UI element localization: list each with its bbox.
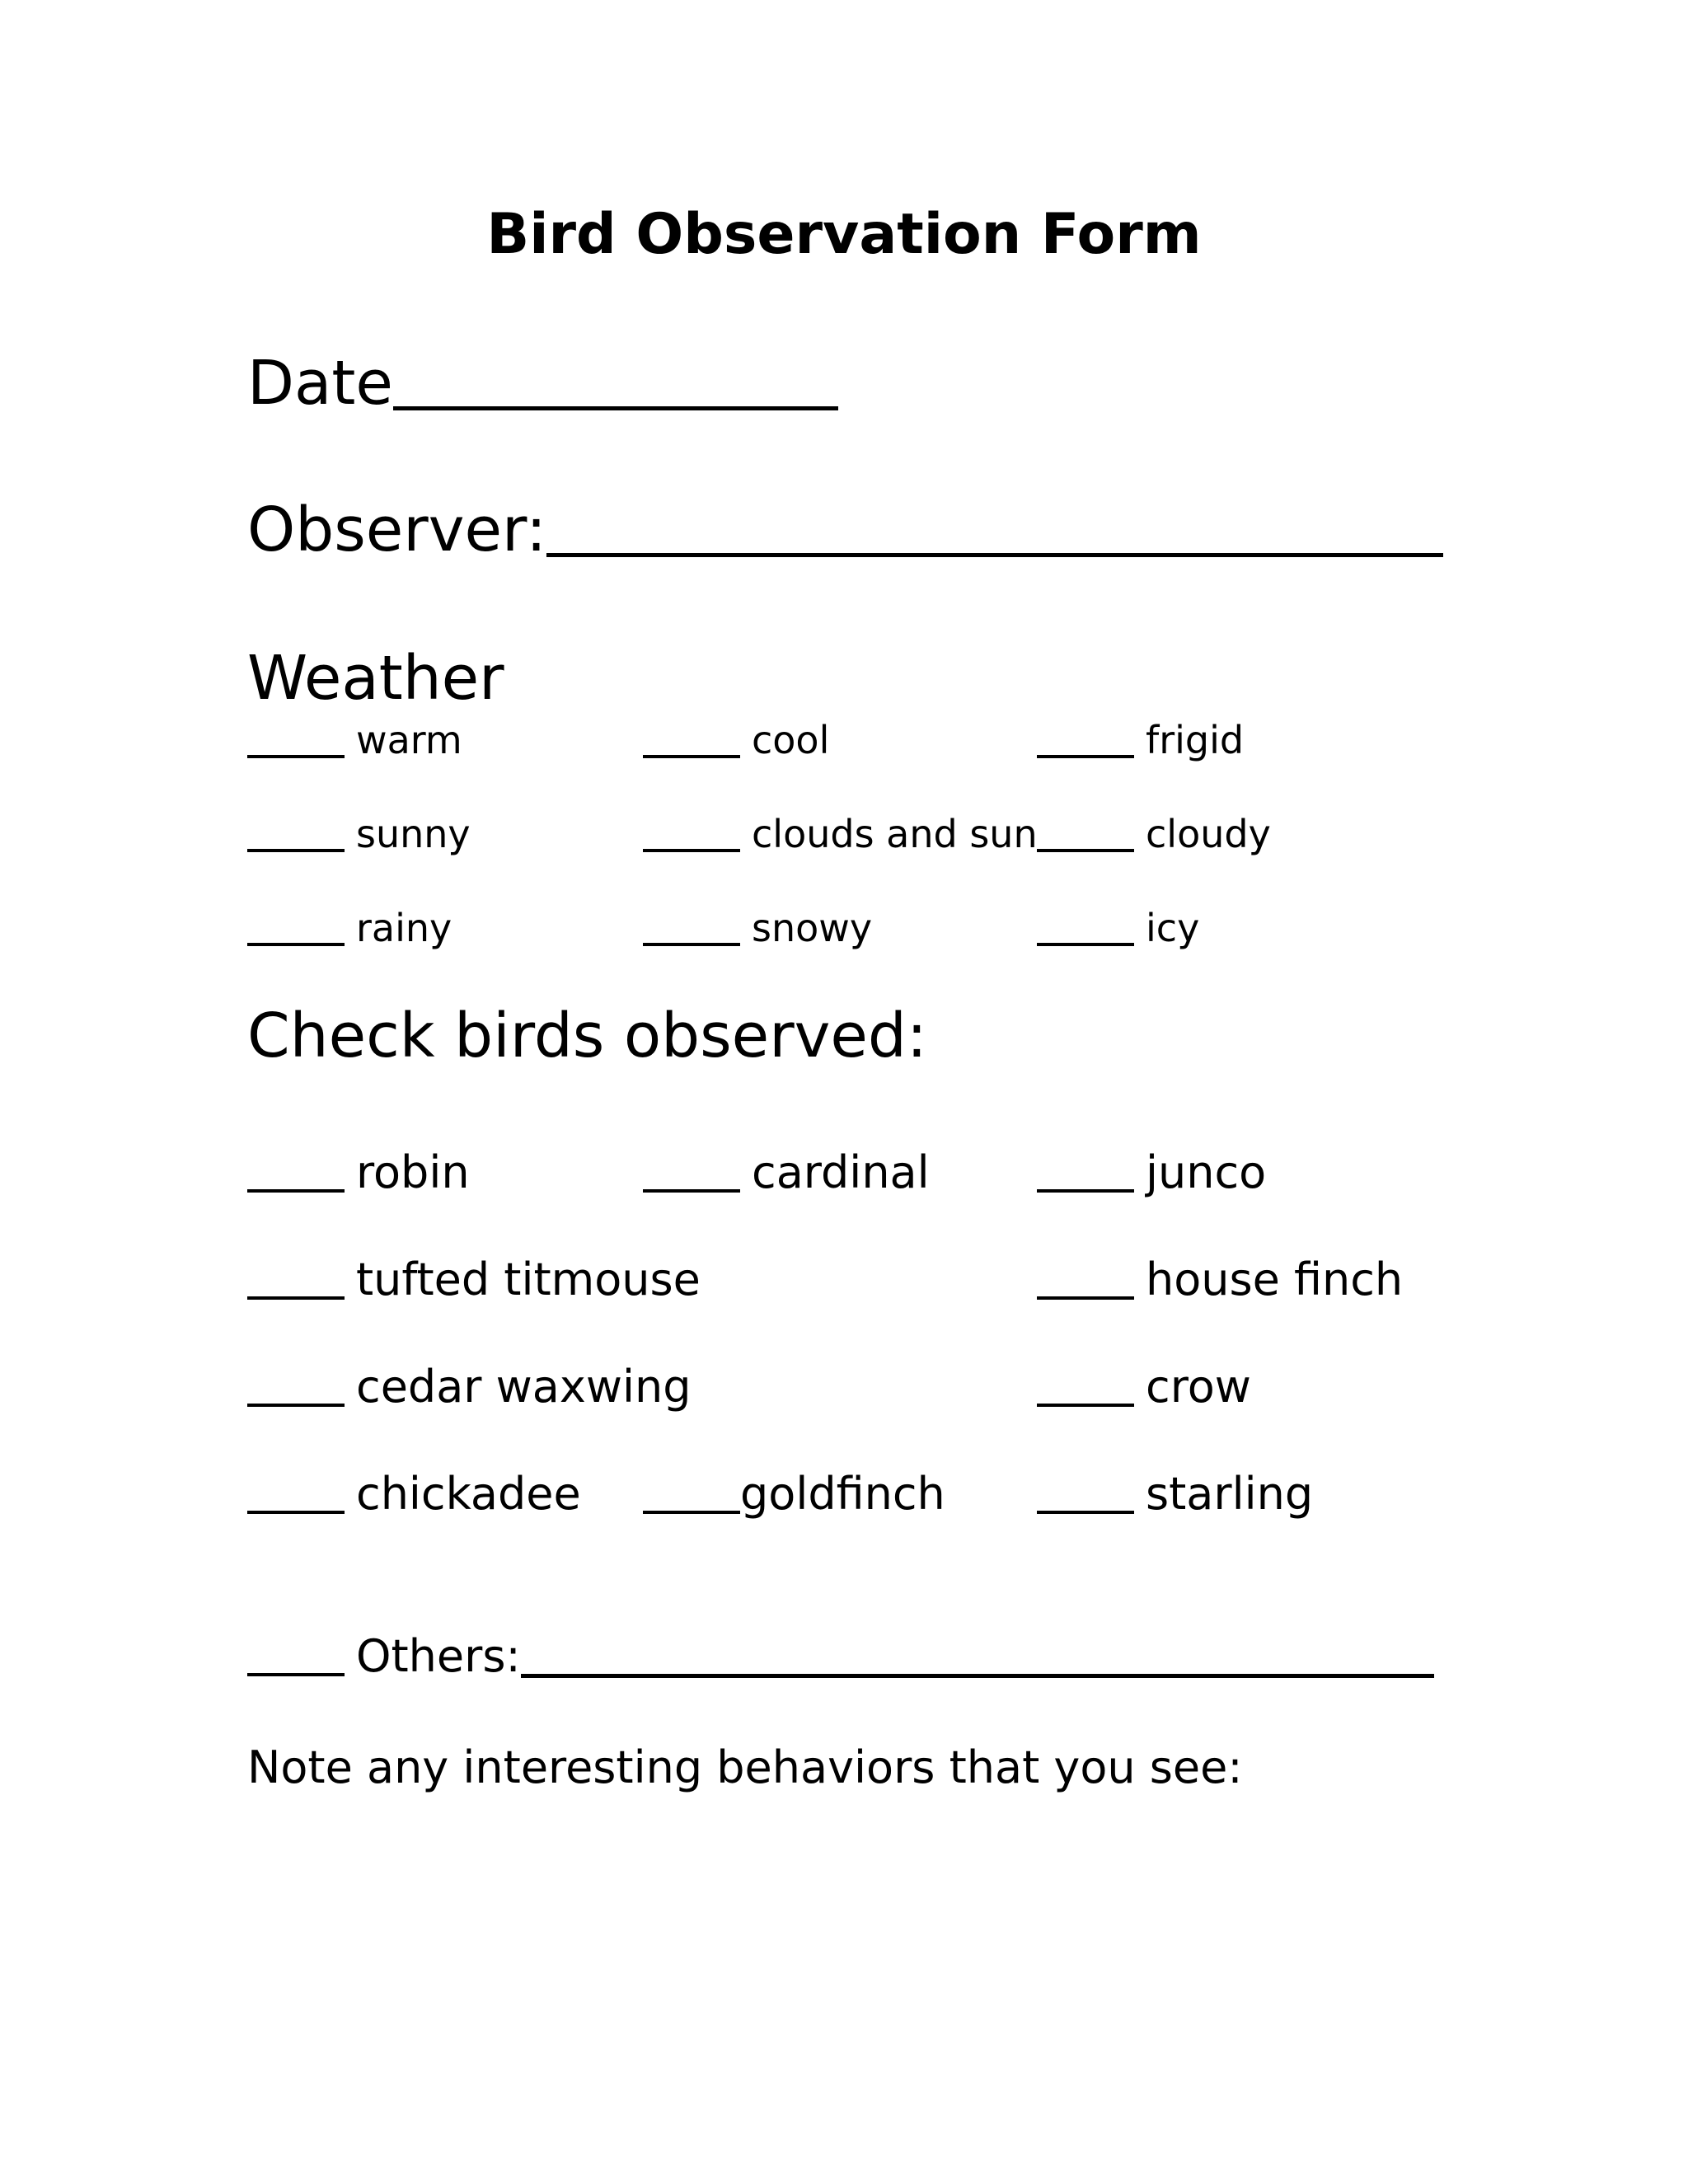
bird-option-junco[interactable] xyxy=(1037,1144,1266,1202)
weather-label: icy xyxy=(1146,906,1200,950)
bird-label: crow xyxy=(1146,1361,1251,1413)
observer-row xyxy=(247,493,1443,567)
bird-label: chickadee xyxy=(356,1468,581,1520)
checkbox-blank[interactable] xyxy=(1037,755,1134,758)
weather-option-warm[interactable] xyxy=(247,715,462,765)
bird-label: cedar waxwing xyxy=(356,1361,692,1413)
checkbox-blank[interactable] xyxy=(1037,1511,1134,1514)
bird-label: tufted titmouse xyxy=(356,1254,701,1305)
weather-label: rainy xyxy=(356,906,452,950)
checkbox-blank[interactable] xyxy=(1037,943,1134,946)
date-label: Date xyxy=(247,348,393,419)
checkbox-blank[interactable] xyxy=(247,1404,345,1407)
observer-field[interactable] xyxy=(546,553,1443,557)
weather-option-clouds-and-sun[interactable] xyxy=(643,809,1038,859)
checkbox-blank[interactable] xyxy=(643,849,740,852)
weather-heading: Weather xyxy=(247,643,504,714)
weather-option-rainy[interactable] xyxy=(247,903,452,953)
weather-label: snowy xyxy=(752,906,873,950)
weather-label: cloudy xyxy=(1146,812,1271,856)
weather-label: clouds and sun xyxy=(752,812,1038,856)
bird-option-house-finch[interactable] xyxy=(1037,1251,1403,1309)
weather-option-sunny[interactable] xyxy=(247,809,471,859)
weather-label: frigid xyxy=(1146,718,1245,762)
date-field[interactable] xyxy=(393,406,838,410)
weather-option-snowy[interactable] xyxy=(643,903,872,953)
checkbox-blank[interactable] xyxy=(643,943,740,946)
others-row xyxy=(247,1628,1434,1685)
bird-option-cedar-waxwing[interactable] xyxy=(247,1358,692,1416)
date-row xyxy=(247,346,838,420)
checkbox-blank[interactable] xyxy=(643,1511,740,1514)
weather-option-cool[interactable] xyxy=(643,715,829,765)
birds-heading: Check birds observed: xyxy=(247,1001,927,1071)
bird-option-starling[interactable] xyxy=(1037,1465,1313,1523)
checkbox-blank[interactable] xyxy=(1037,1189,1134,1193)
others-label: Others: xyxy=(356,1630,521,1682)
bird-label: goldfinch xyxy=(740,1468,945,1520)
weather-option-cloudy[interactable] xyxy=(1037,809,1271,859)
checkbox-blank[interactable] xyxy=(247,1511,345,1514)
bird-label: house finch xyxy=(1146,1254,1404,1305)
bird-option-crow[interactable] xyxy=(1037,1358,1251,1416)
form-title: Bird Observation Form xyxy=(486,202,1202,267)
others-field[interactable] xyxy=(521,1674,1434,1678)
bird-option-chickadee[interactable] xyxy=(247,1465,581,1523)
observer-label: Observer: xyxy=(247,494,547,565)
checkbox-blank[interactable] xyxy=(247,943,345,946)
checkbox-blank[interactable] xyxy=(1037,1404,1134,1407)
checkbox-blank[interactable] xyxy=(247,1673,345,1676)
weather-label: sunny xyxy=(356,812,471,856)
bird-option-tufted-titmouse[interactable] xyxy=(247,1251,701,1309)
bird-option-cardinal[interactable] xyxy=(643,1144,930,1202)
bird-label: starling xyxy=(1146,1468,1314,1520)
checkbox-blank[interactable] xyxy=(247,849,345,852)
bird-label: robin xyxy=(356,1146,470,1198)
weather-option-icy[interactable] xyxy=(1037,903,1199,953)
weather-option-frigid[interactable] xyxy=(1037,715,1244,765)
bird-option-robin[interactable] xyxy=(247,1144,470,1202)
checkbox-blank[interactable] xyxy=(1037,1296,1134,1300)
checkbox-blank[interactable] xyxy=(247,755,345,758)
checkbox-blank[interactable] xyxy=(247,1189,345,1193)
checkbox-blank[interactable] xyxy=(1037,849,1134,852)
weather-label: warm xyxy=(356,718,462,762)
weather-label: cool xyxy=(752,718,830,762)
bird-option-goldfinch[interactable] xyxy=(643,1465,945,1523)
checkbox-blank[interactable] xyxy=(247,1296,345,1300)
bird-label: cardinal xyxy=(752,1146,930,1198)
checkbox-blank[interactable] xyxy=(643,1189,740,1193)
behaviors-note: Note any interesting behaviors that you see: xyxy=(247,1741,1243,1793)
checkbox-blank[interactable] xyxy=(643,755,740,758)
bird-label: junco xyxy=(1146,1146,1267,1198)
